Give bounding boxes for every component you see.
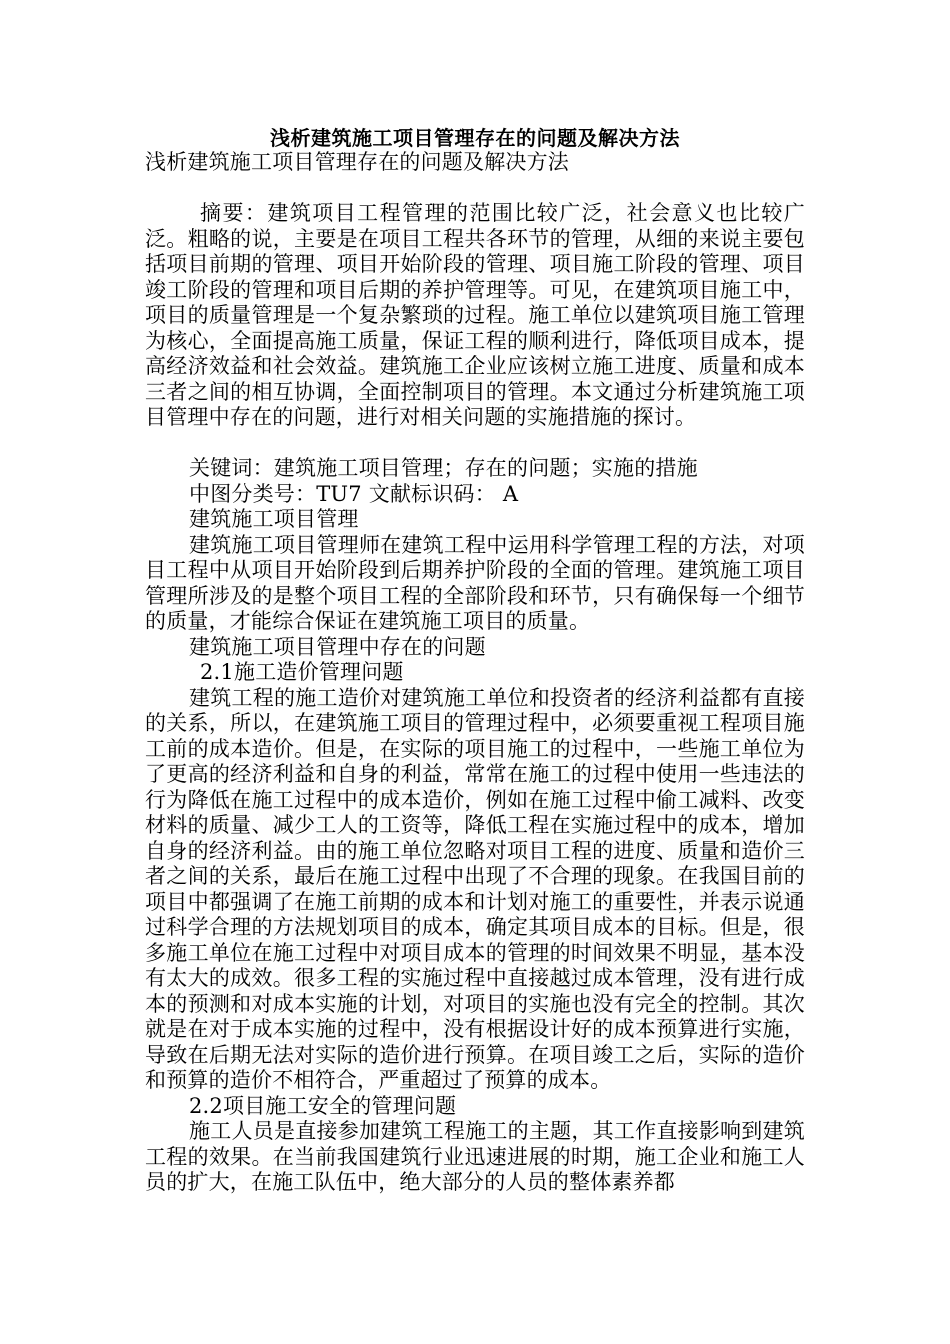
- keywords-line: 关键词：建筑施工项目管理；存在的问题；实施的措施: [189, 456, 698, 480]
- document-title: 浅析建筑施工项目管理存在的问题及解决方法: [270, 126, 680, 150]
- section-heading: 建筑施工项目管理: [189, 507, 359, 531]
- blank-line: [145, 176, 805, 202]
- classification-line: 中图分类号：TU7 文献标识码： A: [189, 481, 519, 506]
- section-paragraph: 建筑施工项目管理师在建筑工程中运用科学管理工程的方法，对项目工程中从项目开始阶段到后期养护阶段的全面的管理。建筑施工项目管理所涉及的是整个项目工程的全部阶段和环节，只有确保每一个细节的质量，才能综合保证在建筑施工项目的质量。: [145, 532, 805, 633]
- document-body: [145, 150, 805, 1196]
- document-subtitle: 浅析建筑施工项目管理存在的问题及解决方法: [145, 150, 569, 174]
- abstract-paragraph: 摘要：建筑项目工程管理的范围比较广泛，社会意义也比较广泛。粗略的说，主要是在项目工程共各环节的管理，从细的来说主要包括项目前期的管理、项目开始阶段的管理、项目施工阶段的管理、项目竣工阶段的管理和项目后期的养护管理等。可见，在建筑项目施工中，项目的质量管理是一个复杂繁琐的过程。施工单位以建筑项目施工管理为核心，全面提高施工质量，保证工程的顺利进行，降低项目成本，提高经济效益和社会效益。建筑施工企业应该树立施工进度、质量和成本三者之间的相互协调，全面控制项目的管理。本文通过分析建筑施工项目管理中存在的问题，进行对相关问题的实施措施的探讨。: [145, 201, 805, 429]
- section-heading: 建筑施工项目管理中存在的问题: [189, 634, 486, 659]
- section-paragraph: 建筑工程的施工造价对建筑施工单位和投资者的经济利益都有直接的关系，所以，在建筑施工项目的管理过程中，必须要重视工程项目施工前的成本造价。但是，在实际的项目施工的过程中，一些施工单位为了更高的经济利益和自身的利益，常常在施工的过程中使用一些违法的行为降低在施工过程中的成本造价，例如在施工过程中偷工减料、改变材料的质量、减少工人的工资等，降低工程在实施过程中的成本，增加自身的经济利益。由的施工单位忽略对项目工程的进度、质量和造价三者之间的关系，最后在施工过程中出现了不合理的现象。在我国目前的项目中都强调了在施工前期的成本和计划对施工的重要性，并表示说通过科学合理的方法规划项目的成本，确定其项目成本的目标。但是，很多施工单位在施工过程中对项目成本的管理的时间效果不明显，基本没有太大的成效。很多工程的实施过程中直接越过成本管理，没有进行成本的预测和对成本实施的计划，对项目的实施也没有完全的控制。其次就是在对于成本实施的过程中，没有根据设计好的成本预算进行实施，导致在后期无法对实际的造价进行预算。在项目竣工之后，实际的造价和预算的造价不相符合，严重超过了预算的成本。: [145, 685, 805, 1092]
- blank-line: [145, 431, 805, 457]
- subsection-heading: 2.1施工造价管理问题: [200, 660, 404, 684]
- subsection-heading: 2.2项目施工安全的管理问题: [189, 1093, 457, 1118]
- section-paragraph: 施工人员是直接参加建筑工程施工的主题，其工作直接影响到建筑工程的效果。在当前我国建筑行业迅速进展的时期，施工企业和施工人员的扩大，在施工队伍中，绝大部分的人员的整体素养都: [145, 1119, 805, 1194]
